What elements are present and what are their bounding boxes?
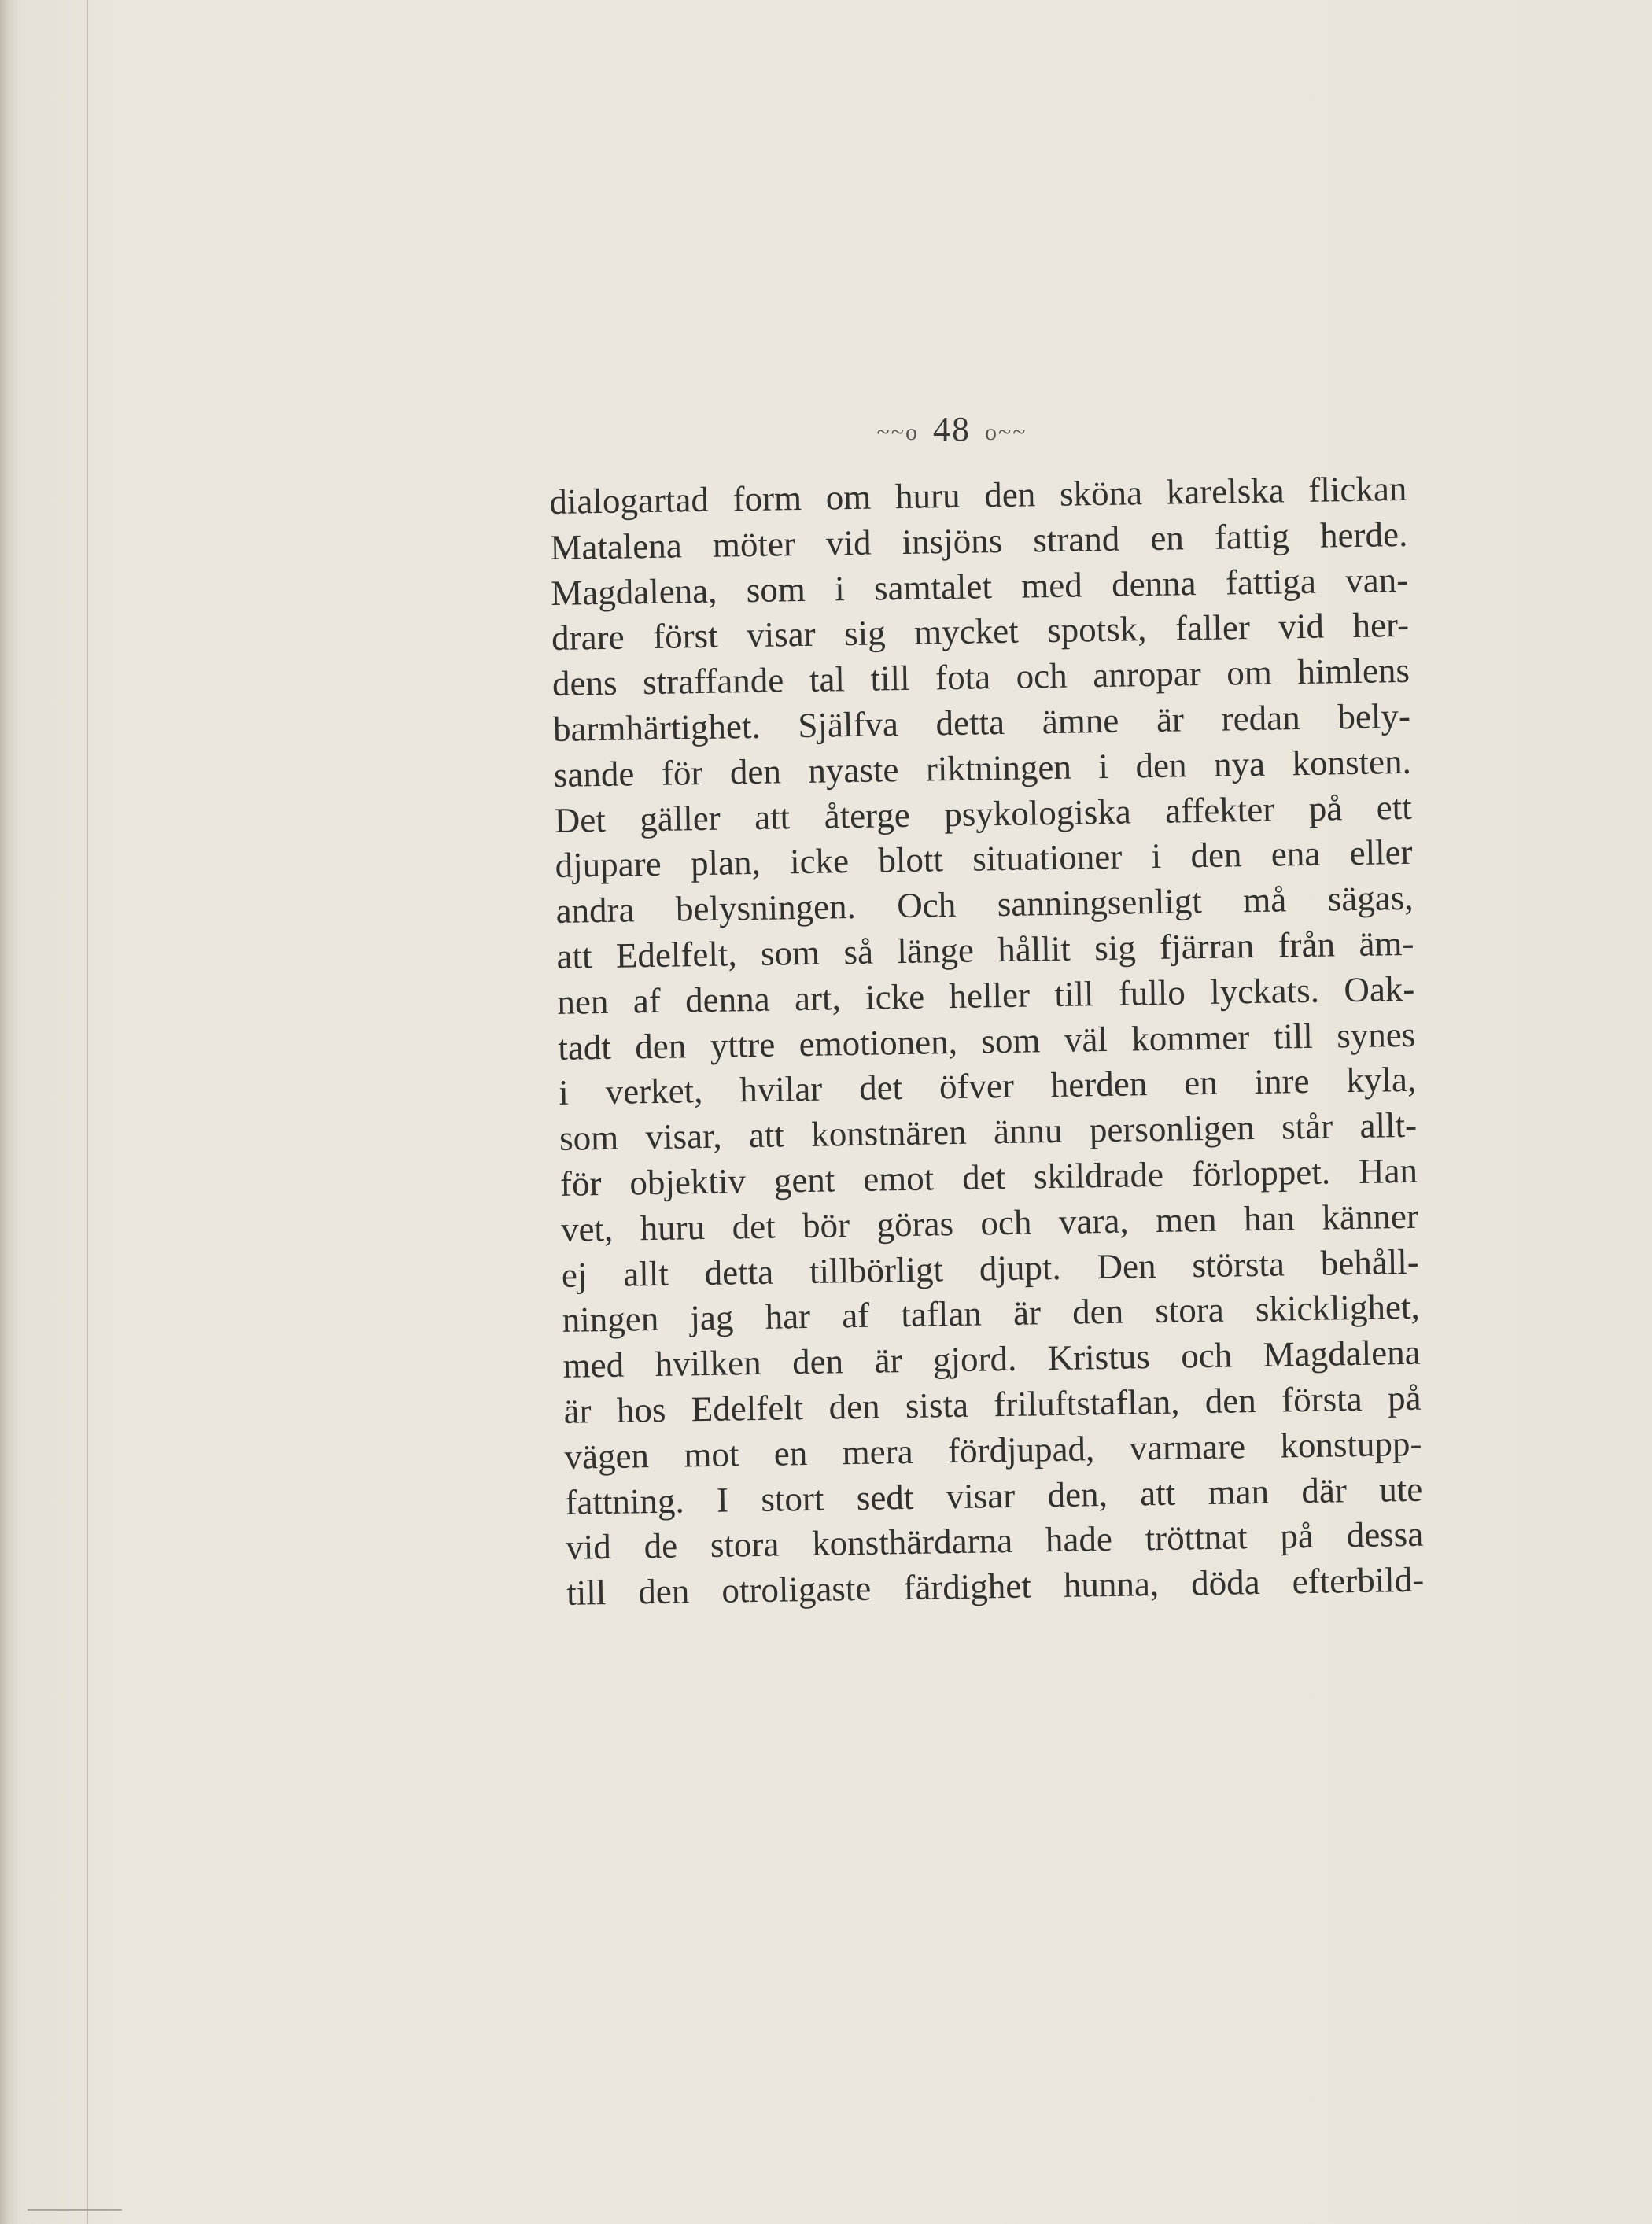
text-line: sande för den nyaste riktningen i den nya konsten. [553, 741, 1412, 795]
text-line: i verket, hvilar det öfver herden en inre kyla, [558, 1060, 1417, 1113]
text-line: för objektiv gent emot det skildrade förloppet. Han [559, 1150, 1418, 1204]
ornament-right: o~~ [985, 419, 1027, 445]
text-line: tadt den yttre emotionen, som väl kommer till synes [557, 1014, 1416, 1068]
text-line: till den otroligaste färdighet hunna, döda efterbild- [566, 1559, 1425, 1613]
text-line: är hos Edelfelt den sista friluftstaflan, den första på [563, 1378, 1422, 1431]
text-line: med hvilken den är gjord. Kristus och Magdalena [562, 1332, 1421, 1385]
text-line: Det gäller att återge psykologiska affekter på ett [554, 787, 1413, 840]
text-line: andra belysningen. Och sanningsenligt må sägas, [555, 877, 1414, 931]
page-number: 48 [933, 410, 971, 448]
text-line: ej allt detta tillbörligt djupt. Den största behåll- [561, 1241, 1420, 1295]
text-line: Magdalena, som i samtalet med denna fattiga van- [550, 559, 1409, 613]
text-line: vet, huru det bör göras och vara, men han känner [560, 1196, 1419, 1249]
body-text [549, 467, 1425, 1617]
text-line: vid de stora konsthärdarna hade tröttnat på dessa [565, 1514, 1424, 1568]
text-line: dialogartad form om huru den sköna karelska flickan [549, 468, 1407, 522]
text-line: ningen jag har af taflan är den stora skicklighet, [562, 1287, 1421, 1341]
text-line: Matalena möter vid insjöns strand en fattig herde. [549, 514, 1408, 567]
page-fold-line [87, 0, 88, 2224]
binding-edge [0, 0, 17, 2224]
text-line: drare först visar sig mycket spotsk, faller vid her- [551, 605, 1410, 658]
text-line: djupare plan, icke blott situationer i den ena eller [555, 832, 1413, 886]
text-line: som visar, att konstnären ännu personligen står allt- [559, 1105, 1418, 1159]
page-corner-line [28, 2209, 122, 2211]
text-line: barmhärtighet. Själfva detta ämne är redan bely- [552, 695, 1411, 749]
text-line: fattning. I stort sedt visar den, att man där ute [565, 1469, 1423, 1522]
text-line: vägen mot en mera fördjupad, varmare konstupp- [564, 1423, 1422, 1477]
running-header [787, 409, 1117, 449]
ornament-left: ~~o [876, 419, 919, 445]
text-line: dens straffande tal till fota och anropar om himlens [551, 651, 1410, 704]
text-line: nen af denna art, icke heller till fullo lyckats. Oak- [557, 968, 1415, 1022]
text-line: att Edelfelt, som så länge hållit sig fjärran från äm- [556, 923, 1414, 976]
